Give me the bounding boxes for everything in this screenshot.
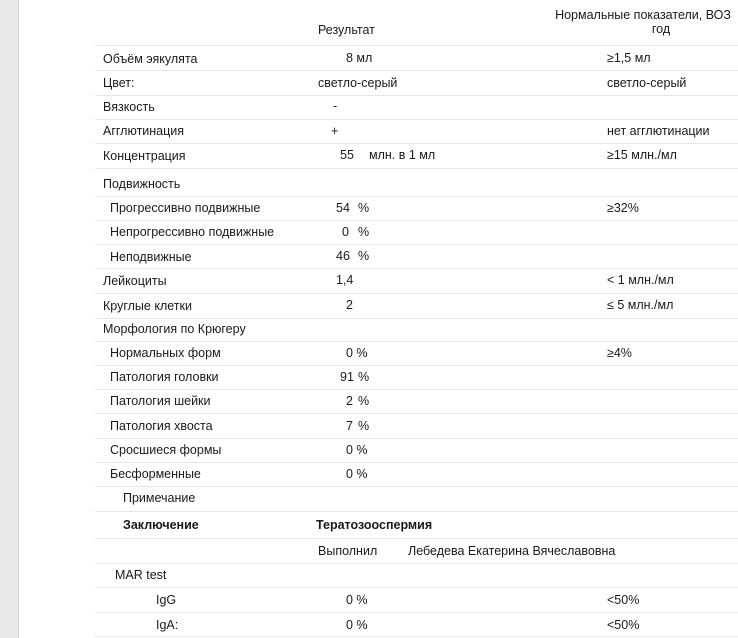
row-tail-unit: % [358, 419, 370, 433]
row-divider [95, 538, 738, 539]
row-divider [95, 413, 738, 414]
row-divider [95, 563, 738, 564]
row-round-cells-label: Круглые клетки [103, 299, 192, 313]
row-concentration-norm: ≥15 млн./мл [607, 148, 677, 162]
row-nonprogressive-label: Непрогрессивно подвижные [110, 225, 275, 239]
header-result: Результат [318, 23, 375, 37]
row-amorphous-label: Бесформенные [110, 467, 201, 481]
header-norms-line1: Нормальные показатели, ВОЗ [555, 8, 731, 22]
row-volume-label: Объём эякулята [103, 52, 198, 66]
row-divider [95, 511, 738, 512]
row-immotile-unit: % [358, 249, 370, 263]
row-agglutination-norm: нет агглютинации [607, 124, 710, 138]
row-color-label: Цвет: [103, 76, 135, 90]
row-morphology-label: Морфология по Крюгеру [103, 322, 246, 336]
row-leukocytes-norm: < 1 млн./мл [607, 273, 674, 287]
row-amorphous-value: 0 % [346, 467, 368, 481]
row-concentration-label: Концентрация [103, 149, 186, 163]
row-agglutination-value: + [331, 124, 339, 138]
row-progressive-unit: % [358, 201, 370, 215]
row-igg-value: 0 % [346, 593, 368, 607]
row-leukocytes-label: Лейкоциты [103, 274, 167, 288]
mar-test-label: MAR test [115, 568, 167, 582]
conclusion-value: Тератозооспермия [316, 518, 433, 532]
row-fused-value: 0 % [346, 443, 368, 457]
row-progressive-norm: ≥32% [607, 201, 639, 215]
row-divider [95, 365, 738, 366]
row-motility-label: Подвижность [103, 177, 181, 191]
row-iga-label: IgA: [156, 618, 179, 632]
row-divider [95, 636, 738, 637]
conclusion-label: Заключение [123, 518, 199, 532]
row-concentration-unit: млн. в 1 мл [369, 148, 436, 162]
row-volume-norm: ≥1,5 мл [607, 51, 651, 65]
row-agglutination-label: Агглютинация [103, 124, 185, 138]
row-divider [95, 168, 738, 169]
row-head-value: 91 [340, 370, 354, 384]
row-concentration-value: 55 [340, 148, 354, 162]
row-leukocytes-value: 1,4 [336, 273, 354, 287]
row-neck-unit: % [358, 394, 370, 408]
row-normal-forms-value: 0 % [346, 346, 368, 360]
row-color-value: светло-серый [318, 76, 398, 90]
row-volume-value: 8 мл [346, 51, 373, 65]
row-divider [95, 220, 738, 221]
row-color-norm: светло-серый [607, 76, 687, 90]
row-divider [95, 95, 738, 96]
row-divider [95, 70, 738, 71]
row-divider [95, 119, 738, 120]
row-progressive-value: 54 [336, 201, 350, 215]
row-divider [95, 486, 738, 487]
row-divider [95, 143, 738, 144]
row-divider [95, 438, 738, 439]
row-divider [95, 196, 738, 197]
row-neck-value: 2 [346, 394, 353, 408]
row-tail-value: 7 [346, 419, 353, 433]
header-norms-line2: год [651, 22, 671, 36]
row-note-label: Примечание [123, 491, 196, 505]
page-left-edge [0, 0, 19, 638]
row-head-label: Патология головки [110, 370, 219, 384]
row-immotile-value: 46 [336, 249, 350, 263]
row-divider [95, 45, 738, 46]
row-divider [95, 587, 738, 588]
row-divider [95, 293, 738, 294]
row-normal-forms-norm: ≥4% [607, 346, 632, 360]
row-divider [95, 462, 738, 463]
row-divider [95, 268, 738, 269]
row-round-cells-norm: ≤ 5 млн./мл [607, 298, 674, 312]
row-normal-forms-label: Нормальных форм [110, 346, 221, 360]
row-divider [95, 341, 738, 342]
row-nonprogressive-value: 0 [342, 225, 349, 239]
row-head-unit: % [358, 370, 370, 384]
row-divider [95, 318, 738, 319]
row-neck-label: Патология шейки [110, 394, 211, 408]
row-viscosity-label: Вязкость [103, 100, 155, 114]
performed-label: Выполнил [318, 544, 378, 558]
row-nonprogressive-unit: % [358, 225, 370, 239]
row-immotile-label: Неподвижные [110, 250, 192, 264]
row-divider [95, 389, 738, 390]
row-igg-label: IgG [156, 593, 177, 607]
row-divider [95, 612, 738, 613]
row-igg-norm: <50% [607, 593, 640, 607]
row-divider [95, 244, 738, 245]
row-viscosity-value: - [333, 99, 338, 113]
row-progressive-label: Прогрессивно подвижные [110, 201, 261, 215]
performed-name: Лебедева Екатерина Вячеславовна [408, 544, 616, 558]
row-round-cells-value: 2 [346, 298, 353, 312]
row-iga-norm: <50% [607, 618, 640, 632]
row-tail-label: Патология хвоста [110, 419, 213, 433]
row-iga-value: 0 % [346, 618, 368, 632]
row-fused-label: Сросшиеся формы [110, 443, 222, 457]
